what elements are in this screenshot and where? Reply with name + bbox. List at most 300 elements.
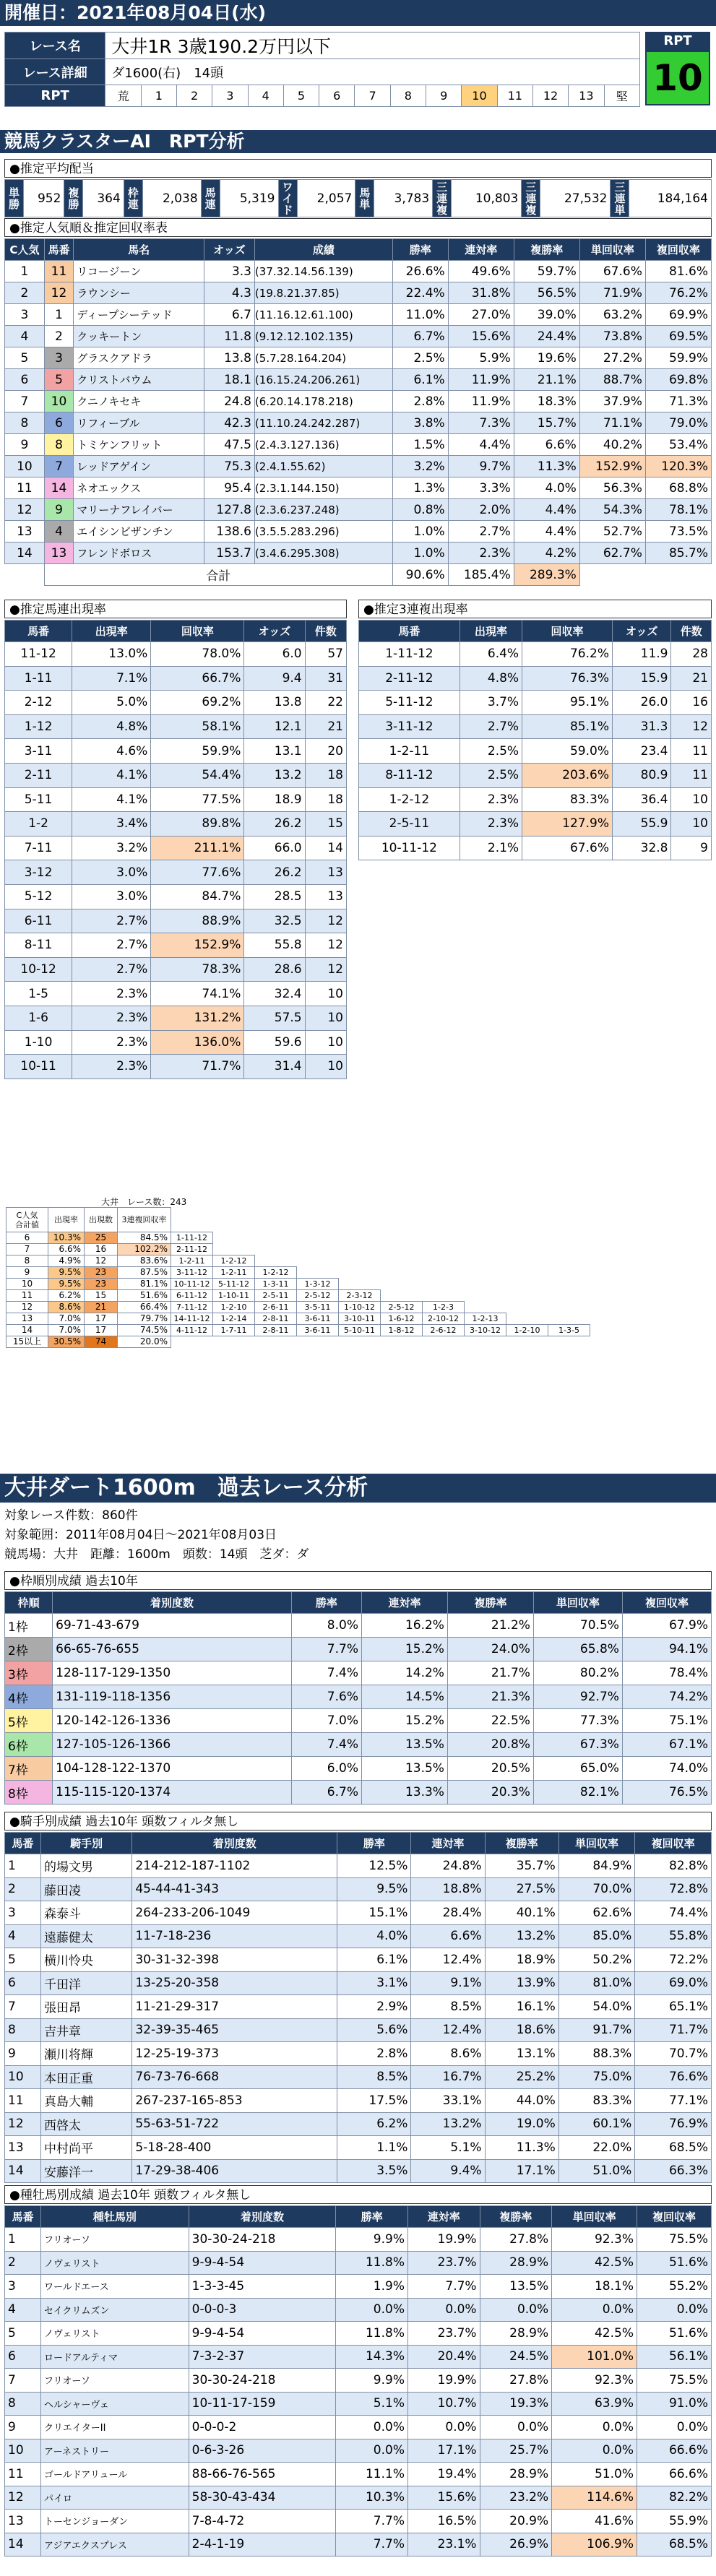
table-cell: 9.5% [337, 1877, 411, 1901]
mini-empty [297, 1336, 339, 1348]
table-cell: 19.9% [408, 2228, 480, 2252]
mini-combo: 10-11-12 [171, 1279, 213, 1290]
table-cell: 82.1% [533, 1781, 622, 1805]
table-cell: 12 [305, 933, 346, 958]
popularity-title: ●推定人気順＆推定回収率表 [4, 218, 712, 237]
col-header: 複回収率 [635, 1833, 712, 1854]
table-cell: 4 [5, 326, 45, 347]
payout-value: 364 [83, 180, 124, 217]
table-row [5, 347, 712, 369]
table-row [5, 957, 347, 982]
table-row [5, 1995, 712, 2019]
table-cell: 75.5% [637, 2228, 711, 2252]
col-header: 出現率 [460, 621, 522, 642]
date-header [0, 0, 716, 26]
table-cell: 11.3% [485, 2136, 558, 2160]
table-cell: 11 [671, 739, 712, 764]
table-cell: 10 [305, 1055, 346, 1079]
table-cell: 7 [5, 1995, 41, 2019]
table-cell: 23.7% [408, 2322, 480, 2346]
table-cell: 5-11-12 [359, 691, 460, 715]
mini-empty [506, 1313, 548, 1325]
table-cell: 32.4 [244, 982, 305, 1006]
course-cond: 競馬場：大井 距離：1600m 頭数：14頭 芝ダ：ダ [4, 1547, 309, 1562]
mini-empty [465, 1267, 506, 1279]
table-cell: 67.9% [622, 1614, 711, 1638]
table-cell: 6.7 [204, 304, 254, 326]
table-cell: 1-10 [5, 1030, 72, 1055]
col-header: 成績 [254, 239, 392, 261]
table-cell: 7.7% [336, 2533, 408, 2556]
table-cell: (6.20.14.178.218) [254, 391, 392, 412]
table-cell: 21 [305, 714, 346, 739]
table-cell: 17.1% [485, 2159, 558, 2183]
mini-empty [548, 1290, 590, 1302]
rpt-value: 10 [645, 51, 710, 105]
mini-c: 6 [7, 1232, 48, 1244]
table-cell: 75.5% [637, 2369, 711, 2393]
table-cell: 1.5% [392, 434, 448, 456]
table-cell: 32-39-35-465 [132, 2018, 337, 2042]
mini-rate: 6.2% [48, 1290, 85, 1302]
mini-empty [213, 1336, 255, 1348]
table-cell: 10 [671, 787, 712, 812]
table-cell: ロードアルティマ [41, 2345, 189, 2369]
table-cell: (3.5.5.283.296) [254, 521, 392, 543]
table-row [359, 787, 712, 812]
table-cell: 3.0% [72, 884, 151, 909]
table-cell: 70.7% [635, 2042, 712, 2066]
col-header: 馬番 [5, 621, 72, 642]
table-row [5, 2112, 712, 2136]
table-cell: 27.8% [480, 2369, 552, 2393]
table-cell: 5枠 [5, 1709, 53, 1733]
table-cell: 106.9% [552, 2533, 637, 2556]
table-cell: 14 [5, 543, 45, 564]
col-header: 複回収率 [645, 239, 711, 261]
mini-title: 大井 レース数：243 [101, 1197, 187, 1207]
table-cell: 1-12 [5, 714, 72, 739]
table-cell: 13 [44, 543, 73, 564]
table-cell: (19.8.21.37.85) [254, 282, 392, 304]
table-cell: 2.7% [448, 521, 514, 543]
table-cell: 7 [5, 2369, 41, 2393]
course-title: 大井ダート1600m 過去レース分析 [0, 1474, 716, 1503]
table-row [5, 2439, 712, 2463]
mini-c: 14 [7, 1325, 48, 1336]
table-cell: 張田昂 [41, 1995, 132, 2019]
col-header: 回収率 [522, 621, 613, 642]
course-info [0, 1506, 716, 1565]
table-cell: 13.1 [244, 739, 305, 764]
table-cell: 26.2 [244, 860, 305, 885]
mini-rate: 30.5% [48, 1336, 85, 1348]
table-cell: 0.0% [480, 2416, 552, 2439]
table-cell: 92.3% [552, 2369, 637, 2393]
table-row [5, 2228, 712, 2252]
table-row [5, 2533, 712, 2556]
table-cell: 67.6% [579, 261, 645, 282]
table-cell: 11 [5, 2089, 41, 2113]
mini-empty [423, 1336, 465, 1348]
table-cell: 9 [5, 434, 45, 456]
table-cell: 65.8% [533, 1638, 622, 1661]
table-cell: 101.0% [552, 2345, 637, 2369]
table-cell: 4.0% [337, 1924, 411, 1948]
mini-combo: 1-3-12 [297, 1279, 339, 1290]
table-cell: 0.0% [480, 2298, 552, 2322]
table-row [5, 1877, 712, 1901]
rpt-cell: 1 [141, 85, 176, 107]
table-cell: 13.9% [485, 1971, 558, 1995]
table-row [5, 2463, 712, 2486]
table-cell: 3 [5, 304, 45, 326]
table-cell: 9.4% [411, 2159, 485, 2183]
table-cell: 1 [44, 304, 73, 326]
total-cell: 185.4% [448, 564, 514, 586]
table-cell: 18.6% [485, 2018, 558, 2042]
table-cell: 10 [5, 456, 45, 477]
table-cell: 10.7% [408, 2392, 480, 2416]
mini-c: 12 [7, 1302, 48, 1313]
mini-combo: 4-11-12 [171, 1325, 213, 1336]
table-cell: 2.5% [460, 739, 522, 764]
table-cell: 6.1% [337, 1948, 411, 1972]
table-cell: 0.0% [336, 2416, 408, 2439]
col-header: 枠順 [5, 1592, 53, 1614]
table-cell: 13-25-20-358 [132, 1971, 337, 1995]
col-header: 単回収率 [533, 1592, 622, 1614]
table-row [7, 1325, 590, 1336]
table-cell: 83.3% [522, 787, 613, 812]
col-header: 馬名 [74, 239, 204, 261]
col-header: 騎手別 [41, 1833, 132, 1854]
mini-empty [423, 1267, 465, 1279]
col-header: 着別度数 [53, 1592, 292, 1614]
table-cell: 127.8 [204, 499, 254, 521]
col-header: 複勝率 [485, 1833, 558, 1854]
table-cell: 8枠 [5, 1781, 53, 1805]
table-row [5, 2416, 712, 2439]
table-cell: 80.9 [612, 763, 671, 787]
mini-empty [381, 1290, 423, 1302]
table-cell: 51.0% [558, 2159, 635, 2183]
mini-rec: 79.7% [118, 1313, 171, 1325]
table-cell: 21 [671, 666, 712, 691]
table-cell: 55.2% [637, 2275, 711, 2299]
rpt-cell: 3 [212, 85, 248, 107]
rpt-cell: 荒 [105, 85, 141, 107]
table-cell: ノヴェリスト [41, 2322, 189, 2346]
course-count: 対象レース件数：860件 [4, 1508, 138, 1523]
table-cell: 19.9% [408, 2369, 480, 2393]
mini-combo: 1-2-10 [213, 1302, 255, 1313]
col-header: C人気 [5, 239, 45, 261]
mini-combo: 2-5-12 [381, 1302, 423, 1313]
table-row [7, 1336, 590, 1348]
table-cell: 7.7% [408, 2275, 480, 2299]
table-cell: 19.4% [408, 2463, 480, 2486]
table-cell: 11.9% [448, 369, 514, 391]
table-cell: 15.1% [337, 1901, 411, 1925]
table-cell: 9.9% [336, 2369, 408, 2393]
table-cell: 24.4% [514, 326, 579, 347]
table-cell: 21.2% [447, 1614, 533, 1638]
mini-empty [381, 1255, 423, 1267]
table-row [5, 543, 712, 564]
table-row [5, 1055, 347, 1079]
mini-cnt: 17 [85, 1313, 118, 1325]
table-row [359, 812, 712, 837]
sire-table [4, 2205, 712, 2556]
table-cell: 54.3% [579, 499, 645, 521]
table-row [5, 2392, 712, 2416]
table-row [5, 1854, 712, 1878]
mini-c: 13 [7, 1313, 48, 1325]
mini-combo: 2-10-12 [423, 1313, 465, 1325]
mini-combo: 1-10-12 [339, 1302, 381, 1313]
table-cell: 1枠 [5, 1614, 53, 1638]
table-cell: クッキートン [74, 326, 204, 347]
table-cell: 76.9% [635, 2112, 712, 2136]
table-cell: 57 [305, 642, 346, 667]
table-cell: 42.5% [552, 2322, 637, 2346]
table-cell: 71.1% [579, 412, 645, 434]
table-cell: 0.0% [552, 2298, 637, 2322]
mini-combo: 3-10-12 [465, 1325, 506, 1336]
table-cell: 264-233-206-1049 [132, 1901, 337, 1925]
table-cell: 15 [305, 812, 346, 837]
table-cell: 78.0% [151, 642, 244, 667]
mini-c: 9 [7, 1267, 48, 1279]
table-cell: (2.4.1.55.62) [254, 456, 392, 477]
table-cell: 10 [305, 1030, 346, 1055]
mini-rec: 74.5% [118, 1325, 171, 1336]
mini-combo: 1-2-12 [255, 1267, 297, 1279]
table-cell: フレンドボロス [74, 543, 204, 564]
table-cell: 66.3% [635, 2159, 712, 2183]
table-cell: 10-11-17-159 [189, 2392, 336, 2416]
table-cell: 82.2% [637, 2486, 711, 2510]
table-cell: 11.8% [336, 2251, 408, 2275]
table-cell: 77.3% [533, 1709, 622, 1733]
table-cell: 78.1% [645, 499, 711, 521]
table-row [5, 2275, 712, 2299]
table-cell: 1.3% [392, 477, 448, 499]
table-cell: 15.2% [362, 1638, 448, 1661]
table-cell: 10 [44, 391, 73, 412]
mini-empty [506, 1302, 548, 1313]
table-cell: 瀬川将輝 [41, 2042, 132, 2066]
mini-empty [548, 1279, 590, 1290]
table-cell: 51.0% [552, 2463, 637, 2486]
table-row [5, 1948, 712, 1972]
col-header: 馬番 [359, 621, 460, 642]
table-cell: 18.9 [244, 787, 305, 812]
table-cell: 84.7% [151, 884, 244, 909]
table-cell: 66-65-76-655 [53, 1638, 292, 1661]
table-cell: 1-2 [5, 812, 72, 837]
mini-empty [339, 1232, 381, 1244]
trio-table [358, 620, 712, 860]
table-cell: 0-6-3-26 [189, 2439, 336, 2463]
table-cell: 25.2% [485, 2065, 558, 2089]
table-cell: 12.4% [411, 1948, 485, 1972]
table-cell: 14.3% [336, 2345, 408, 2369]
table-cell: 千田洋 [41, 1971, 132, 1995]
gate-title: ●枠順別成績 過去10年 [4, 1571, 712, 1590]
table-cell: 2枠 [5, 1638, 53, 1661]
table-cell: 11.3% [514, 456, 579, 477]
mini-combo: 1-2-10 [506, 1325, 548, 1336]
table-cell: 74.4% [635, 1901, 712, 1925]
table-cell: 4枠 [5, 1685, 53, 1709]
table-cell: 1.0% [392, 521, 448, 543]
table-cell: 8 [5, 2392, 41, 2416]
table-cell: 1-11-12 [359, 642, 460, 667]
table-cell: 28.9% [480, 2251, 552, 2275]
table-cell: 10 [5, 2065, 41, 2089]
table-cell: 6枠 [5, 1733, 53, 1757]
table-cell: 2.3% [72, 1055, 151, 1079]
table-cell: 128-117-129-1350 [53, 1661, 292, 1685]
table-cell: 2.3% [72, 982, 151, 1006]
table-cell: 3 [5, 1901, 41, 1925]
table-cell: 56.5% [514, 282, 579, 304]
table-cell: 西啓太 [41, 2112, 132, 2136]
table-row [5, 860, 347, 885]
table-cell: 0.0% [552, 2416, 637, 2439]
rpt-label: RPT [5, 85, 105, 107]
table-row [5, 2345, 712, 2369]
table-row [7, 1313, 590, 1325]
table-cell: 36.4 [612, 787, 671, 812]
table-row [7, 1255, 590, 1267]
table-cell: 13.8 [244, 691, 305, 715]
payout-table [4, 179, 712, 217]
mini-combo: 2-5-12 [297, 1290, 339, 1302]
col-header: 単回収率 [558, 1833, 635, 1854]
table-cell: 7枠 [5, 1757, 53, 1781]
table-row [5, 2486, 712, 2510]
table-row [5, 521, 712, 543]
table-cell: 5 [5, 2322, 41, 2346]
table-cell: 13 [5, 2136, 41, 2160]
table-cell: 2 [5, 282, 45, 304]
mini-rate: 4.9% [48, 1255, 85, 1267]
table-cell: 20.9% [480, 2510, 552, 2533]
table-row [5, 326, 712, 347]
table-cell: 77.5% [151, 787, 244, 812]
table-cell: 6 [5, 369, 45, 391]
table-row [359, 836, 712, 860]
table-row [5, 642, 347, 667]
table-cell: 37.9% [579, 391, 645, 412]
table-cell: 28.9% [480, 2463, 552, 2486]
table-cell: 13.3% [362, 1781, 448, 1805]
table-cell: 267-237-165-853 [132, 2089, 337, 2113]
table-cell: 8-11 [5, 933, 72, 958]
mini-empty [548, 1244, 590, 1255]
table-cell: 15.6% [448, 326, 514, 347]
table-cell: 66.6% [637, 2439, 711, 2463]
table-row [5, 1685, 712, 1709]
table-row [5, 763, 347, 787]
table-row [359, 739, 712, 764]
race-name-label: レース名 [5, 33, 105, 59]
table-cell: 203.6% [522, 763, 613, 787]
table-cell: 120.3% [645, 456, 711, 477]
table-cell: 68.5% [637, 2533, 711, 2556]
col-header: 馬番 [5, 1833, 41, 1854]
table-row [5, 909, 347, 933]
table-cell: 5-12 [5, 884, 72, 909]
table-cell: 3.2% [392, 456, 448, 477]
table-cell: 91.0% [637, 2392, 711, 2416]
table-cell: 62.6% [558, 1901, 635, 1925]
mini-empty [255, 1336, 297, 1348]
col-header: 勝率 [291, 1592, 361, 1614]
payout-section [0, 159, 716, 219]
mini-empty [381, 1279, 423, 1290]
table-row [5, 261, 712, 282]
mini-combo: 2-6-12 [423, 1325, 465, 1336]
table-cell: 81.6% [645, 261, 711, 282]
table-cell: 13 [305, 860, 346, 885]
table-row [5, 2251, 712, 2275]
table-cell: 4 [5, 1924, 41, 1948]
popularity-table [4, 238, 712, 586]
mini-empty [297, 1267, 339, 1279]
table-cell: 2-12 [5, 691, 72, 715]
race-detail-label: レース詳細 [5, 59, 105, 85]
table-cell: (3.4.6.295.308) [254, 543, 392, 564]
table-cell: 7.6% [291, 1685, 361, 1709]
table-cell: 80.2% [533, 1661, 622, 1685]
table-cell: 63.9% [552, 2392, 637, 2416]
table-cell: 3.2% [72, 836, 151, 860]
table-cell: 60.1% [558, 2112, 635, 2136]
table-cell: 2.9% [337, 1995, 411, 2019]
table-cell: 15.2% [362, 1709, 448, 1733]
mini-empty [548, 1313, 590, 1325]
table-cell: 4.4% [448, 434, 514, 456]
table-cell: 85.0% [558, 1924, 635, 1948]
table-cell: 67.6% [522, 836, 613, 860]
table-cell: 0.0% [637, 2298, 711, 2322]
rpt-cell: 堅 [604, 85, 640, 107]
table-cell: 26.6% [392, 261, 448, 282]
rpt-cell: 7 [355, 85, 390, 107]
table-cell: 19.0% [485, 2112, 558, 2136]
table-cell: 4.1% [72, 763, 151, 787]
table-cell: トーセンジョーダン [41, 2510, 189, 2533]
table-cell: 30-30-24-218 [189, 2369, 336, 2393]
table-cell: 2.7% [72, 909, 151, 933]
table-row [5, 2136, 712, 2160]
table-cell: 13 [5, 521, 45, 543]
mini-rec: 51.6% [118, 1290, 171, 1302]
table-cell: 47.5 [204, 434, 254, 456]
table-cell: 11.8% [336, 2322, 408, 2346]
table-cell: 127-105-126-1366 [53, 1733, 292, 1757]
table-cell: 69.5% [645, 326, 711, 347]
table-cell: 67.1% [622, 1733, 711, 1757]
table-cell: 9 [5, 2042, 41, 2066]
race-info [0, 32, 716, 124]
mini-empty [255, 1232, 297, 1244]
mini-empty [465, 1255, 506, 1267]
